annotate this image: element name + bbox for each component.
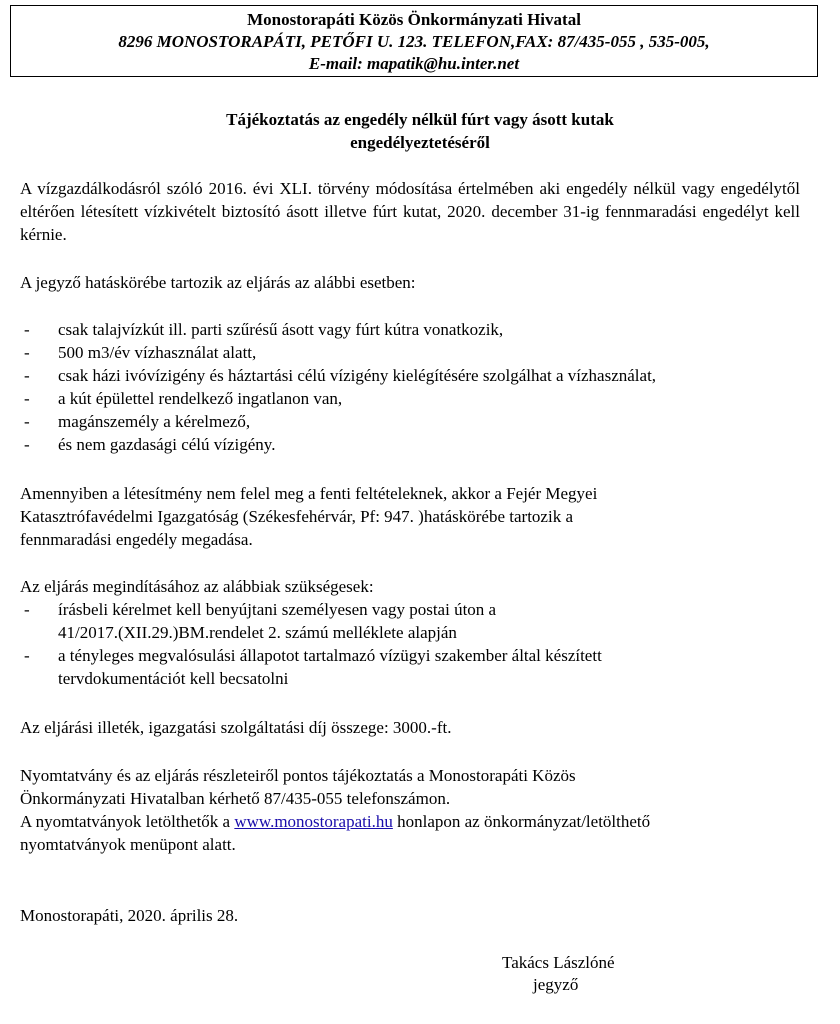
list-item: - írásbeli kérelmet kell benyújtani személyesen vagy postai úton a 41/2017.(XII.29.)BM.rendelet 2. számú melléklete alapján [24,600,497,642]
conditions-list [20,318,810,456]
list-item: - 500 m3/év vízhasználat alatt, [24,343,257,362]
place-date: Monostorapáti, 2020. április 28. [20,906,239,925]
requirements-lead: Az eljárás megindításához az alábbiak szükségesek: [20,577,374,596]
list-dash: - [24,366,30,385]
list-item: - és nem gazdasági célú vízigény. [24,435,276,454]
signatory-name: Takács Lászlóné [502,953,615,972]
office-email: E-mail: mapatik@hu.inter.net [308,54,520,73]
title-line-1: Tájékoztatás az engedély nélkül fúrt vagy ásott kutak [226,110,614,129]
list-item: - magánszemély a kérelmező, [24,412,251,431]
list-dash: - [24,600,30,619]
otherwise-paragraph: Amennyiben a létesítmény nem felel meg a fenti feltételeknek, akkor a Fejér Megyei Katasztrófavédelmi Igazgatóság (Székesfehérvár, Pf: 947. )hatáskörébe tartozik a fennmaradási engedély megadása. [20,484,598,549]
list-dash: - [24,412,30,431]
intro-paragraph: A vízgazdálkodásról szóló 2016. évi XLI. törvény módosítása értelmében aki engedély nélkül vagy engedélytől eltérően létesített vízkivételt biztosító ásott illetve fúrt kutat, 2020. december 31-ig fennmaradási engedélyt kell kérnie. [20,179,800,244]
office-address: 8296 MONOSTORAPÁTI, PETŐFI U. 123. TELEFON,FAX: 87/435-055 , 535-005, [118,32,710,51]
list-dash: - [24,646,30,665]
title-line-2: engedélyeztetéséről [350,133,490,152]
list-item: - a kút épülettel rendelkező ingatlanon van, [24,389,343,408]
letterhead [10,5,818,77]
jurisdiction-lead: A jegyző hatáskörébe tartozik az eljárás az alábbi esetben: [20,273,416,292]
list-dash: - [24,435,30,454]
website-link[interactable]: www.monostorapati.hu [234,812,393,831]
fee-paragraph: Az eljárási illeték, igazgatási szolgáltatási díj összege: 3000.-ft. [20,718,452,737]
list-item: - csak talajvízkút ill. parti szűrésű ásott vagy fúrt kútra vonatkozik, [24,320,504,339]
office-name: Monostorapáti Közös Önkormányzati Hivatal [247,10,581,29]
requirements-list [20,598,810,690]
list-item: - a tényleges megvalósulási állapotot tartalmazó vízügyi szakember által készített tervdokumentációt kell becsatolni [24,646,602,688]
list-dash: - [24,343,30,362]
list-dash: - [24,389,30,408]
contact-paragraph: Nyomtatvány és az eljárás részleteiről pontos tájékoztatás a Monostorapáti Közös Önkormányzati Hivatalban kérhető 87/435-055 telefonszámon. A nyomtatványok letölthetők a www.monostorapati.hu honlapon az önkormányzat/letölthető nyomtatványok menüpont alatt. [20,766,651,854]
list-dash: - [24,320,30,339]
document-title [0,108,840,154]
list-item: - csak házi ivóvízigény és háztartási célú vízigény kielégítésére szolgálhat a vízhasználat, [24,366,657,385]
signatory-role: jegyző [533,975,579,994]
